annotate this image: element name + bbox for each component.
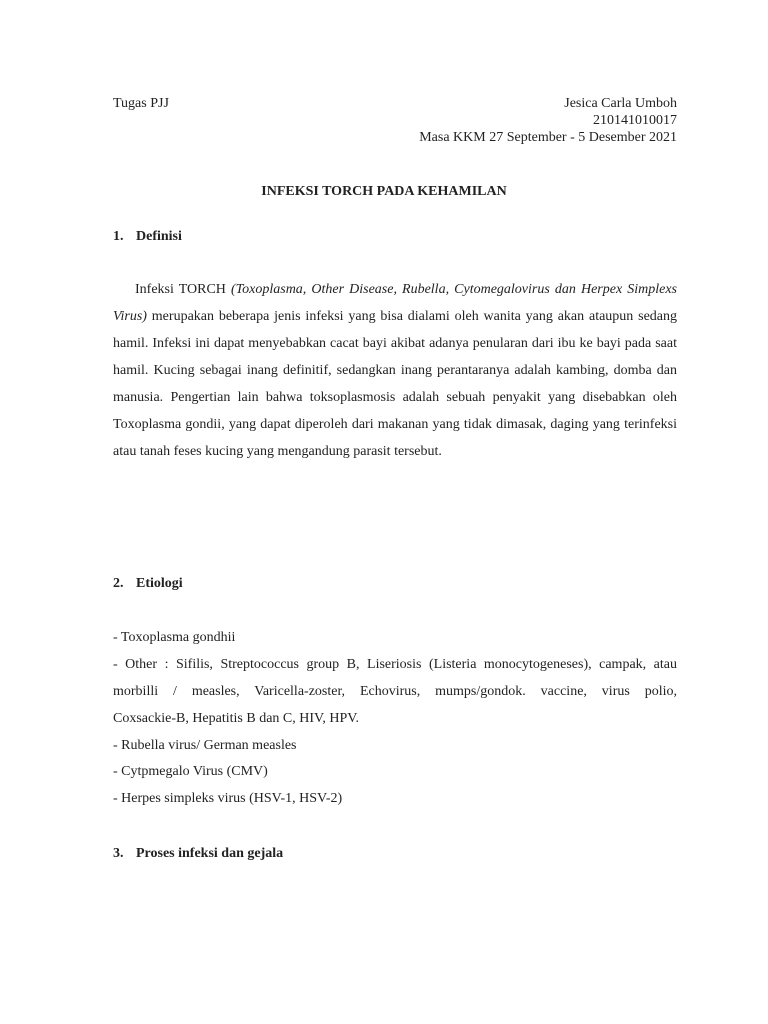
definisi-body: merupakan beberapa jenis infeksi yang bisa dialami oleh wanita yang akan ataupun sedang hamil. Infeksi ini dapat menyebabkan cacat bayi akibat adanya penularan dari ibu ke bayi pada saat hamil. Kucing sebagai inang definitif, sedangkan inang perantaranya adalah kambing, domba dan manusia. Pengertian lain bahwa toksoplasmosis adalah sebuah penyakit yang disebabkan oleh Toxoplasma gondii, yang dapat diperoleh dari makanan yang tidak dimasak, daging yang terinfeksi atau tanah feses kucing yang mengandung parasit tersebut.	[113, 309, 677, 459]
assignment-label: Tugas PJJ	[113, 96, 169, 111]
section-number: 1.	[113, 229, 124, 244]
section-heading-etiologi	[113, 576, 183, 592]
etiologi-item-herpes: - Herpes simpleks virus (HSV-1, HSV-2)	[113, 791, 343, 806]
definisi-italic: (Toxoplasma, Other Disease, Rubella, Cytomegalovirus dan Herpex Simplexs Virus)	[113, 282, 677, 324]
definisi-lead: Infeksi TORCH	[135, 282, 231, 297]
etiologi-item-rubella: - Rubella virus/ German measles	[113, 738, 297, 753]
definisi-paragraph	[113, 276, 677, 465]
etiologi-item-other-line2: morbilli / measles, Varicella-zoster, Echovirus, mumps/gondok. vaccine, virus polio,	[113, 684, 677, 699]
section-heading-proses	[113, 846, 283, 862]
etiologi-item-other-line3: Coxsackie-B, Hepatitis B dan C, HIV, HPV.	[113, 711, 360, 726]
section-title: Proses infeksi dan gejala	[136, 846, 284, 861]
student-id: 210141010017	[593, 113, 677, 128]
etiologi-item-other-line1: - Other : Sifilis, Streptococcus group B, Liseriosis (Listeria monocytogeneses), campak, atau	[113, 657, 677, 672]
etiologi-item-cmv: - Cytpmegalo Virus (CMV)	[113, 764, 268, 779]
section-heading-definisi	[113, 229, 182, 245]
section-title: Definisi	[136, 229, 182, 244]
document-title: INFEKSI TORCH PADA KEHAMILAN	[261, 184, 507, 199]
etiologi-item-toxoplasma: - Toxoplasma gondhii	[113, 630, 236, 645]
section-title: Etiologi	[136, 576, 183, 591]
section-number: 2.	[113, 576, 124, 591]
period-text: Masa KKM 27 September - 5 Desember 2021	[419, 130, 677, 145]
section-number: 3.	[113, 846, 124, 861]
author-name: Jesica Carla Umboh	[564, 96, 677, 111]
